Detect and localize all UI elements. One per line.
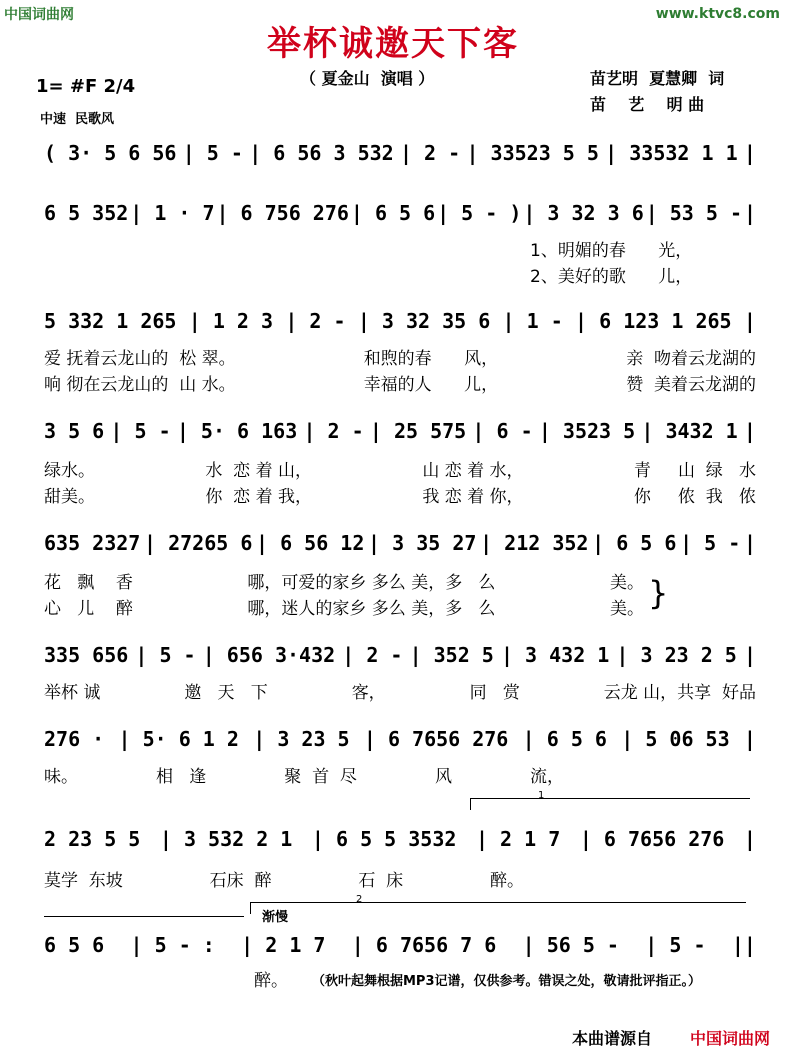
song-title: 举杯诚邀天下客 [267,24,519,64]
measure: | 6 56 3 532 [249,141,394,165]
lyric-segment: 聚 首 尽 [284,767,357,787]
measure: | 2 1 7 [475,827,561,851]
barline: | [743,727,756,751]
ending-2-label: 2 [356,894,363,905]
watermark-right: www.ktvc8.com [655,6,780,22]
lyric-row-5-verse-2 [44,594,644,619]
score-row-8 [44,826,756,852]
measure: | 6 56 12 [256,531,365,555]
measure: | 6 7656 276 [363,727,509,751]
measure: 2 23 5 5 [44,827,141,851]
measure: | 33532 1 1 [605,141,738,165]
lyric-segment: 亲 吻着云龙湖的 [626,349,756,369]
measure: | 25 575 [369,419,467,443]
lyric-segment: 石 床 [358,871,404,891]
lyric-segment: 青 山 绿 水 [633,461,756,481]
measure: 3 5 6 [44,419,105,443]
measure: | 5 06 53 [621,727,730,751]
watermark-left: 中国词曲网 [4,7,74,23]
score-row-1 [44,140,756,166]
measure: | 352 5 [409,643,494,667]
lyric-segment: 流， [529,767,564,787]
measure: | 2 - [342,643,403,667]
lyric-segment: 醉。 [489,871,524,891]
lyric-row-7 [44,762,564,787]
measure: | 6 123 1 265 [575,309,732,333]
brace-symbol: } [648,574,669,612]
measure: | 5 - [645,933,706,957]
measure: | 2 - [399,141,461,165]
measure: | 6 5 6 [592,531,677,555]
measure: | 53 5 - [645,201,743,225]
lyric-segment: 相 逢 [156,767,207,787]
lyric-segment: 哪，迷人的家乡 多么 美，多 么 [247,599,496,619]
lyric-row-5-verse-1 [44,568,644,593]
lyric-segment: 美。 [609,573,644,593]
measure: | 5 - : [130,933,215,957]
lyric-row-3-verse-2 [44,370,756,395]
measure: | 6 7656 7 6 [351,933,497,957]
barline: | [743,643,756,667]
measure: | 6 5 5 3532 [311,827,457,851]
score-row-7 [44,726,756,752]
measure: | 3 32 35 6 [357,309,491,333]
tempo-marking: 中速 民歌风 [40,112,115,127]
lyricist-credit: 苗艺明 夏慧卿 词 [590,69,725,88]
ending-1-bracket-hook [470,798,471,810]
ending-2-bracket [250,902,746,903]
measure: | 656 3·432 [202,643,336,667]
lyric-segment: 举杯 诚 [44,683,101,703]
lyric-segment: 同 赏 [469,683,520,703]
slowdown-marking: 渐慢 [262,910,289,925]
lyric-segment: 你 恋 着 我， [205,487,312,507]
score-row-4 [44,418,756,444]
lyric-segment: 邀 天 下 [184,683,268,703]
footer-site-link[interactable]: 中国词曲网 [690,1029,771,1048]
measure: | 2 1 7 [241,933,326,957]
lyric-segment: 云龙 山，共享 好品 [603,683,756,703]
key-signature: 1= #F 2/4 [36,76,136,97]
singer-credit: （ 夏金山 演唱 ） [300,69,435,88]
lyric-row-8 [44,866,524,891]
lyric-segment: 石床 醉 [209,871,272,891]
lyric-segment: 和煦的春 风， [363,349,499,369]
composer-credit: 苗 艺 明 曲 [590,95,705,114]
transcription-note: （秋叶起舞根据MP3记谱，仅供参考。错误之处，敬请批评指正。） [312,974,702,989]
barline: || [731,933,756,957]
measure: | 5 - [135,643,196,667]
lyric-row-9: 醉。 [254,971,288,991]
ending-1-continuation [44,916,244,917]
lyric-row-4-verse-1 [44,456,756,481]
measure: | 56 5 - [522,933,619,957]
lyric-verse-2: 2、美好的歌 儿， [530,267,693,287]
score-row-3 [44,308,756,334]
lyric-segment: 你 侬 我 侬 [633,487,756,507]
measure: | 3 23 2 5 [616,643,737,667]
measure: | 5 - ) [437,201,522,225]
measure: | 6 7656 276 [579,827,725,851]
barline: | [743,201,756,225]
ending-1-label: 1 [538,790,545,801]
lyric-segment: 哪，可爱的家乡 多么 美，多 么 [247,573,496,593]
barline: | [743,309,756,333]
measure: | 6 756 276 [216,201,349,225]
lyric-segment: 水 恋 着 山， [205,461,312,481]
lyric-segment: 爱 抚着云龙山的 松 翠。 [44,349,236,369]
ending-2-bracket-hook [250,902,251,914]
measure: | 3 23 5 [253,727,350,751]
lyric-segment: 我 恋 着 你， [422,487,524,507]
lyric-segment: 花 飘 香 [44,573,133,593]
measure: | 3432 1 [641,419,738,443]
measure: | 1 · 7 [130,201,215,225]
measure: | 3 532 2 1 [159,827,293,851]
measure: | 33523 5 5 [466,141,599,165]
barline: | [743,531,756,555]
lyric-segment: 客， [351,683,386,703]
measure: | 3523 5 [538,419,636,443]
measure: | 3 432 1 [500,643,610,667]
barline: | [743,827,756,851]
measure: | 5 - [182,141,243,165]
measure: | 2 - [303,419,364,443]
score-row-9 [44,932,756,958]
lyric-segment: 莫学 东坡 [44,871,123,891]
measure: | 3 35 27 [368,531,477,555]
lyric-segment: 绿水。 [44,461,95,481]
lyric-segment: 甜美。 [44,487,95,507]
measure: | 5· 6 1 2 [118,727,239,751]
measure: | 212 352 [480,531,589,555]
measure: | 5 - [110,419,171,443]
measure: | 2 - [285,309,346,333]
measure: 6 5 352 [44,201,129,225]
measure: | 5· 6 163 [176,419,298,443]
measure: 635 2327 [44,531,141,555]
footer-source-label: 本曲谱源自 [572,1029,653,1048]
measure: 6 5 6 [44,933,105,957]
lyric-segment: 山 恋 着 水， [422,461,524,481]
lyric-segment: 响 彻在云龙山的 山 水。 [44,375,236,395]
score-row-6 [44,642,756,668]
lyric-segment: 美。 [609,599,644,619]
measure: 276 · [44,727,105,751]
measure: | 27265 6 [143,531,253,555]
measure: 335 656 [44,643,129,667]
lyric-segment: 赞 美着云龙湖的 [626,375,756,395]
measure: ( 3· 5 6 56 [44,141,177,165]
lyric-segment: 幸福的人 儿， [363,375,499,395]
measure: | 5 - [680,531,741,555]
measure: | 6 - [472,419,533,443]
measure: 5 332 1 265 [44,309,177,333]
measure: | 6 5 6 [350,201,436,225]
lyric-segment: 心 儿 醉 [44,599,133,619]
lyric-row-4-verse-2 [44,482,756,507]
measure: | 1 - [502,309,563,333]
measure: | 6 5 6 [522,727,607,751]
lyric-segment: 风 [434,767,452,787]
lyric-row-6 [44,678,756,703]
lyric-row-3-verse-1 [44,344,756,369]
barline: | [743,141,756,165]
measure: | 1 2 3 [188,309,274,333]
score-row-2 [44,200,756,226]
lyric-segment: 味。 [44,767,78,787]
lyric-verse-1: 1、明媚的春 光， [530,241,693,261]
measure: | 3 32 3 6 [523,201,644,225]
score-row-5 [44,530,756,556]
ending-1-bracket [470,798,750,799]
barline: | [743,419,756,443]
